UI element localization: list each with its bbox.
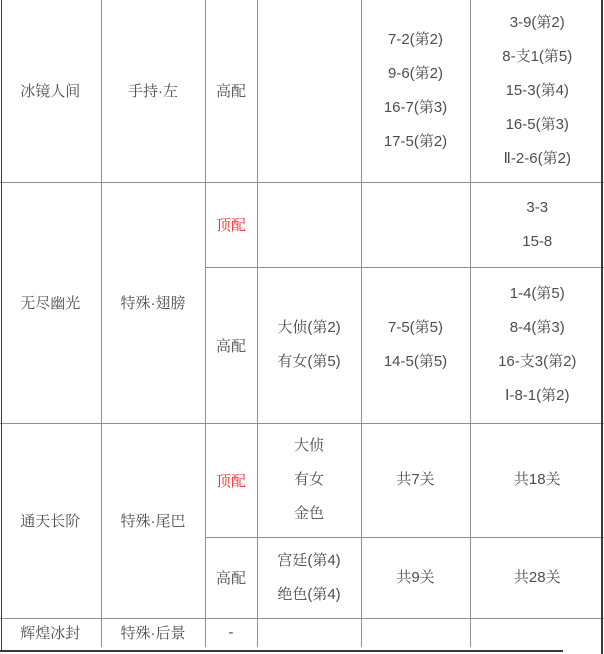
level-item: 金色: [293, 505, 324, 522]
level-item: 绝色(第4): [277, 585, 341, 603]
level-item: 1-4(第5): [509, 285, 565, 302]
level-item: 大侦: [293, 437, 324, 454]
grade-cell: -: [205, 618, 257, 647]
levels-cell: [361, 182, 470, 267]
level-item: 16-7(第3): [383, 98, 448, 116]
level-item: 大侦(第2): [277, 319, 341, 336]
levels-cell: [470, 182, 604, 267]
level-item: Ⅰ-8-1(第2): [505, 387, 570, 404]
table-row: [0, 0, 604, 182]
levels-cell: [470, 537, 604, 618]
grade-cell: 顶配: [205, 423, 257, 537]
item-type-cell: 特殊·后景: [101, 618, 205, 647]
levels-cell: [361, 618, 470, 647]
level-item: 宫廷(第4): [277, 551, 341, 569]
levels-cell: [361, 0, 470, 182]
level-item: 7-5(第5): [387, 319, 443, 336]
levels-cell: [257, 618, 361, 647]
level-item: 共18关: [513, 471, 561, 488]
level-item: 9-6(第2): [387, 64, 443, 82]
levels-cell: [257, 267, 361, 423]
level-item: 3-3: [526, 198, 549, 216]
level-item: 16-5(第3): [505, 115, 569, 133]
level-item: 8-4(第3): [509, 319, 565, 336]
level-item: 8-支1(第5): [502, 47, 573, 65]
table-bottom-border: [0, 650, 563, 652]
level-item: 15-8: [522, 232, 553, 250]
level-item: 有女(第5): [277, 353, 341, 370]
level-item: 15-3(第4): [505, 81, 569, 99]
table-right-border: [601, 0, 603, 654]
levels-cell: [257, 0, 361, 182]
grade-cell: 高配: [205, 0, 257, 182]
item-name-cell: 辉煌冰封: [0, 618, 101, 647]
levels-cell: [257, 423, 361, 537]
table-row: [0, 618, 604, 647]
table-left-border: [1, 0, 2, 652]
levels-cell: [470, 423, 604, 537]
item-type-cell: 特殊·尾巴: [101, 423, 205, 618]
level-item: 16-支3(第2): [498, 353, 577, 370]
item-name-cell: 无尽幽光: [0, 182, 101, 423]
levels-cell: [361, 267, 470, 423]
item-name-cell: 冰镜人间: [0, 0, 101, 182]
levels-cell: [257, 182, 361, 267]
level-item: 有女: [293, 471, 324, 488]
table-row: [0, 182, 604, 267]
levels-cell: [470, 0, 604, 182]
level-item: Ⅱ-2-6(第2): [503, 149, 571, 167]
level-item: 共7关: [396, 471, 435, 488]
level-item: 17-5(第2): [383, 132, 448, 150]
level-item: 共9关: [396, 568, 435, 586]
levels-cell: [361, 423, 470, 537]
grade-cell: 顶配: [205, 182, 257, 267]
levels-cell: [470, 618, 604, 647]
grade-cell: 高配: [205, 537, 257, 618]
item-type-cell: 特殊·翅膀: [101, 182, 205, 423]
levels-cell: [470, 267, 604, 423]
levels-cell: [257, 537, 361, 618]
levels-cell: [361, 537, 470, 618]
table-row: [0, 423, 604, 537]
level-item: 共28关: [513, 568, 561, 586]
level-item: 14-5(第5): [383, 353, 448, 370]
grade-cell: 高配: [205, 267, 257, 423]
level-item: 7-2(第2): [387, 30, 443, 48]
level-item: 3-9(第2): [509, 13, 565, 31]
item-type-cell: 手持·左: [101, 0, 205, 182]
item-name-cell: 通天长阶: [0, 423, 101, 618]
